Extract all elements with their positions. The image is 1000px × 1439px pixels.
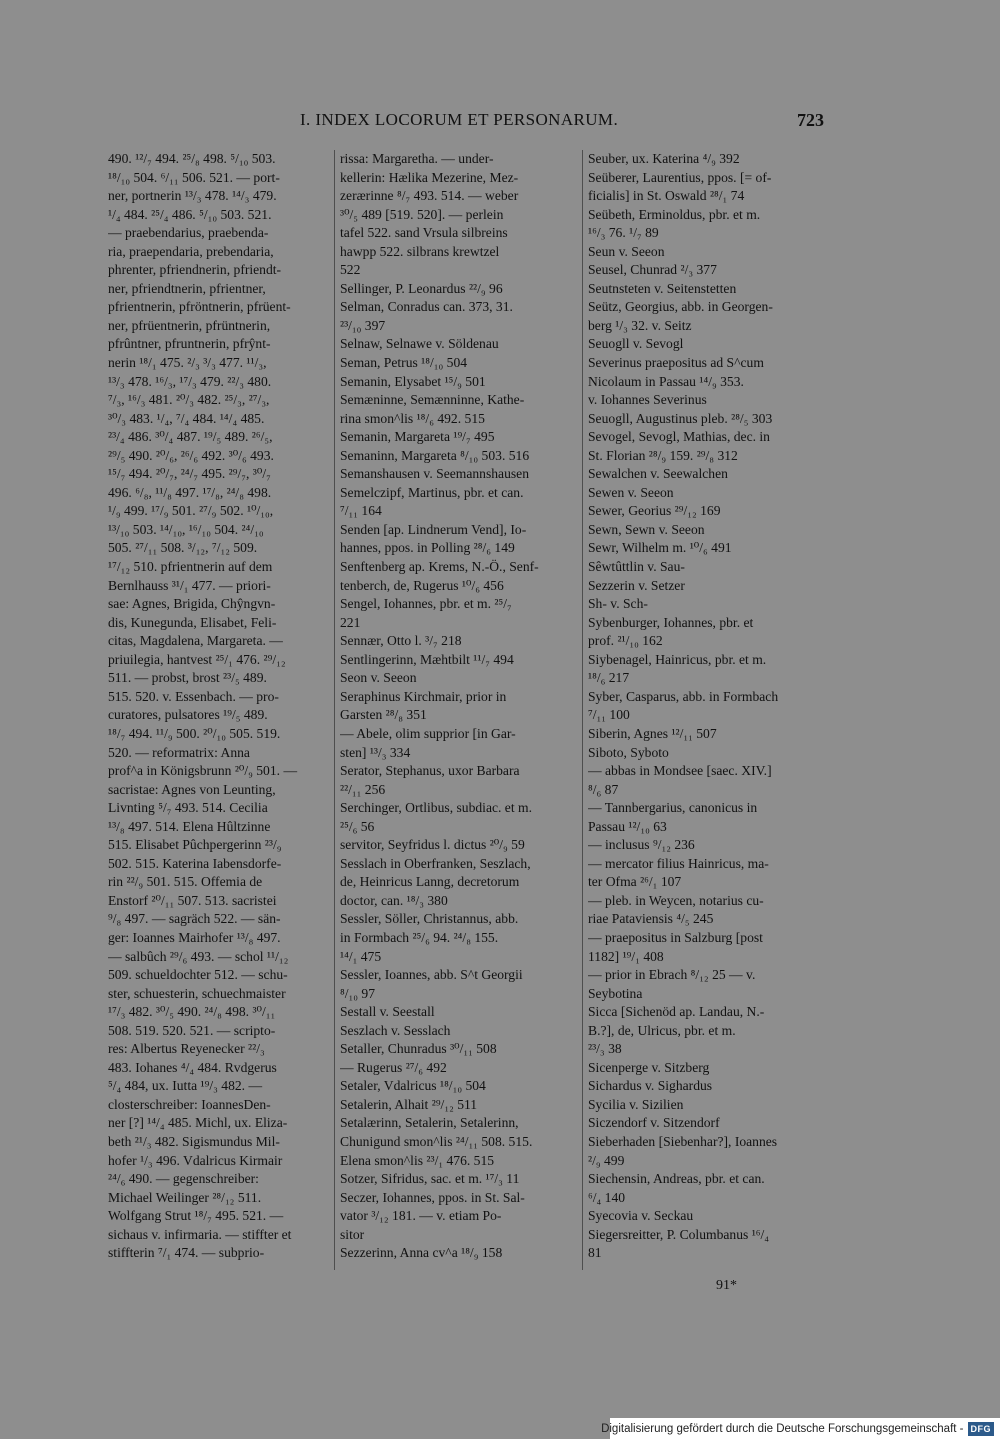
index-line: Sesslach in Oberfranken, Seszlach, xyxy=(340,855,531,871)
index-line: Sêwtûttlin v. Sau- xyxy=(588,559,685,575)
index-line: Semæninne, Semænninne, Kathe- xyxy=(340,392,525,408)
index-line: ¹⁸/₁₀ 504. ⁶/₁₁ 506. 521. — port- xyxy=(108,169,280,185)
footer-credit: Digitalisierung gefördert durch die Deutsche Forschungsgemeinschaft - xyxy=(601,1422,964,1435)
index-line: ¹⁷/₃ 482. ³⁰/₅ 490. ²⁴/₈ 498. ³⁰/₁₁ xyxy=(108,1004,276,1020)
index-line: Semanshausen v. Seemannshausen xyxy=(340,466,530,482)
index-line: ficialis] in St. Oswald ²⁸/₁ 74 xyxy=(588,188,745,204)
index-line: Passau ¹²/₁₀ 63 xyxy=(588,818,667,834)
index-line: ⁸/₁₀ 97 xyxy=(340,985,375,1001)
index-line: hofer ¹/₃ 496. Vdalricus Kirmair xyxy=(108,1152,283,1168)
index-line: ¹³/₁₀ 503. ¹⁴/₁₀, ¹⁶/₁₀ 504. ²⁴/₁₀ xyxy=(108,521,264,537)
index-line: B.?], de, Ulricus, pbr. et m. xyxy=(588,1022,736,1038)
index-line: sten] ¹³/₃ 334 xyxy=(340,744,411,760)
index-line: St. Florian ²⁸/₉ 159. ²⁹/₈ 312 xyxy=(588,447,738,463)
index-line: Semelczipf, Martinus, pbr. et can. xyxy=(340,484,524,500)
index-line: Setalerin, Alhait ²⁹/₁₂ 511 xyxy=(340,1096,478,1112)
index-line: servitor, Seyfridus l. dictus ²⁰/₉ 59 xyxy=(340,837,525,853)
index-line: res: Albertus Reyenecker ²²/₃ xyxy=(108,1041,265,1057)
index-line: Seraphinus Kirchmair, prior in xyxy=(340,688,507,704)
index-line: ²³/₃ 38 xyxy=(588,1041,622,1057)
index-line: Sieberhaden [Siebenhar?], Ioannes xyxy=(588,1133,778,1149)
index-line: tafel 522. sand Vrsula silbreins xyxy=(340,225,508,241)
index-line: sae: Agnes, Brigida, Chŷngvn- xyxy=(108,596,276,612)
index-line: ¹⁴/₁ 475 xyxy=(340,948,382,964)
index-line: — abbas in Mondsee [saec. XIV.] xyxy=(588,763,772,779)
index-line: ³⁰/₅ 489 [519. 520]. — perlein xyxy=(340,206,504,222)
index-line: closterschreiber: IoannesDen- xyxy=(108,1096,271,1112)
folio-signature: 91* xyxy=(716,1278,737,1293)
index-line: 483. Iohanes ⁴/₄ 484. Rvdgerus xyxy=(108,1059,277,1075)
index-line: 515. 520. v. Essenbach. — pro- xyxy=(108,688,279,704)
index-line: ¹⁵/₇ 494. ²⁰/₇, ²⁴/₇ 495. ²⁹/₇, ³⁰/₇ xyxy=(108,466,271,482)
index-line: 1182] ¹⁹/₁ 408 xyxy=(588,948,664,964)
index-line: ¹⁸/₇ 494. ¹¹/₉ 500. ²⁰/₁₀ 505. 519. xyxy=(108,725,281,741)
index-line: nerin ¹⁸/₁ 475. ²/₃ ³/₃ 477. ¹¹/₃, xyxy=(108,355,267,371)
index-line: Selnaw, Selnawe v. Söldenau xyxy=(340,336,499,352)
index-line: Sentlingerinn, Mæhtbilt ¹¹/₇ 494 xyxy=(340,651,514,667)
index-line: Syecovia v. Seckau xyxy=(588,1208,694,1224)
index-line: sitor xyxy=(340,1226,365,1242)
index-line: Sewn, Sewn v. Seeon xyxy=(588,521,705,537)
index-line: kellerin: Hælika Mezerine, Mez- xyxy=(340,169,519,185)
index-line: 490. ¹²/₇ 494. ²⁵/₈ 498. ⁵/₁₀ 503. xyxy=(108,151,276,166)
index-line: Sezzerin v. Setzer xyxy=(588,577,685,593)
index-line: 522 xyxy=(340,262,361,278)
index-line: Sessler, Ioannes, abb. S^t Georgii xyxy=(340,967,523,983)
index-column-1 xyxy=(108,150,330,1263)
index-line: Seybotina xyxy=(588,985,643,1001)
index-line: Serator, Stephanus, uxor Barbara xyxy=(340,763,520,779)
index-line: Sewer, Georius ²⁹/₁₂ 169 xyxy=(588,503,721,519)
index-line: Seszlach v. Sesslach xyxy=(340,1022,451,1038)
index-line: zerærinne ⁸/₇ 493. 514. — weber xyxy=(340,188,519,204)
index-line: Seüberer, Laurentius, ppos. [= of- xyxy=(588,169,772,185)
index-line: Sessler, Söller, Christannus, abb. xyxy=(340,911,519,927)
index-line: — Tannbergarius, canonicus in xyxy=(588,800,758,816)
index-line: citas, Magdalena, Margareta. — xyxy=(108,633,283,649)
index-line: Seon v. Seeon xyxy=(340,670,417,686)
index-line: 520. — reformatrix: Anna xyxy=(108,744,250,760)
index-line: Sicca [Sichenöd ap. Landau, N.- xyxy=(588,1004,765,1020)
index-line: ⁷/₃, ¹⁶/₃ 481. ²⁰/₃ 482. ²⁵/₃, ²⁷/₃, xyxy=(108,392,270,408)
index-line: Siberin, Agnes ¹²/₁₁ 507 xyxy=(588,725,717,741)
index-line: beth ²¹/₃ 482. Sigismundus Mil- xyxy=(108,1133,280,1149)
index-line: ²⁹/₅ 490. ²⁰/₆, ²⁶/₆ 492. ³⁰/₆ 493. xyxy=(108,447,274,463)
index-line: Setaller, Chunradus ³⁰/₁₁ 508 xyxy=(340,1041,497,1057)
index-line: 515. Elisabet Pûchpergerinn ²³/₉ xyxy=(108,837,282,853)
index-line: ⁶/₄ 140 xyxy=(588,1189,626,1205)
index-line: riae Pataviensis ⁴/₅ 245 xyxy=(588,911,714,927)
index-line: ²⁴/₆ 490. — gegenschreiber: xyxy=(108,1171,259,1187)
index-line: sacristae: Agnes von Leunting, xyxy=(108,781,276,797)
index-line: Senden [ap. Lindnerum Vend], Io- xyxy=(340,521,527,537)
index-line: Siechensin, Andreas, pbr. et can. xyxy=(588,1171,765,1187)
index-line: Semaninn, Margareta ⁸/₁₀ 503. 516 xyxy=(340,447,530,463)
index-line: ²/₉ 499 xyxy=(588,1152,625,1168)
index-line: ²³/₁₀ 397 xyxy=(340,317,386,333)
index-line: Seczer, Iohannes, ppos. in St. Sal- xyxy=(340,1189,525,1205)
index-line: sichaus v. infirmaria. — stiffter et xyxy=(108,1226,292,1242)
index-line: Selman, Conradus can. 373, 31. xyxy=(340,299,513,315)
index-line: Seuogll v. Sevogl xyxy=(588,336,684,352)
index-line: Siegersreitter, P. Columbanus ¹⁶/₄ xyxy=(588,1226,770,1242)
index-line: hannes, ppos. in Polling ²⁸/₆ 149 xyxy=(340,540,515,556)
index-line: Siczendorf v. Sitzendorf xyxy=(588,1115,720,1131)
index-line: ¹/₄ 484. ²⁵/₄ 486. ⁵/₁₀ 503. 521. xyxy=(108,206,272,222)
index-line: rin ²²/₉ 501. 515. Offemia de xyxy=(108,874,263,890)
index-line: pfrientnerin, pfröntnerin, pfrüent- xyxy=(108,299,291,315)
index-line: rissa: Margaretha. — under- xyxy=(340,151,494,166)
index-line: — salbûch ²⁹/₆ 493. — schol ¹¹/₁₂ xyxy=(108,948,289,964)
index-line: stiffterin ⁷/₁ 474. — subprio- xyxy=(108,1245,265,1261)
index-line: Sewen v. Seeon xyxy=(588,484,674,500)
index-line: Sellinger, P. Leonardus ²²/₉ 96 xyxy=(340,280,503,296)
column-divider xyxy=(334,150,335,1270)
index-line: Syber, Casparus, abb. in Formbach xyxy=(588,688,779,704)
index-line: tenberch, de, Rugerus ¹⁰/₆ 456 xyxy=(340,577,504,593)
index-line: ria, praependaria, prebendaria, xyxy=(108,243,274,259)
index-line: Severinus praepositus ad S^cum xyxy=(588,355,764,371)
index-line: — Rugerus ²⁷/₆ 492 xyxy=(340,1059,447,1075)
index-line: Setaler, Vdalricus ¹⁸/₁₀ 504 xyxy=(340,1078,486,1094)
index-line: Sicenperge v. Sitzberg xyxy=(588,1059,710,1075)
index-line: Serchinger, Ortlibus, subdiac. et m. xyxy=(340,800,532,816)
index-line: Siboto, Syboto xyxy=(588,744,669,760)
index-line: Livnting ⁵/₇ 493. 514. Cecilia xyxy=(108,800,268,816)
index-line: ⁹/₈ 497. — sagräch 522. — sän- xyxy=(108,911,281,927)
index-line: berg ¹/₃ 32. v. Seitz xyxy=(588,317,692,333)
index-line: 81 xyxy=(588,1245,602,1261)
column-divider xyxy=(582,150,583,1270)
index-line: — prior in Ebrach ⁸/₁₂ 25 — v. xyxy=(588,967,756,983)
index-line: Seuogll, Augustinus pleb. ²⁸/₅ 303 xyxy=(588,410,773,426)
index-line: — praepositus in Salzburg [post xyxy=(588,929,763,945)
index-line: ger: Ioannes Mairhofer ¹³/₈ 497. xyxy=(108,929,281,945)
index-line: pfrûntner, pfruntnerin, pfrŷnt- xyxy=(108,336,271,352)
index-line: ⁸/₆ 87 xyxy=(588,781,619,797)
index-line: Sh- v. Sch- xyxy=(588,596,648,612)
index-line: in Formbach ²⁵/₆ 94. ²⁴/₈ 155. xyxy=(340,929,499,945)
index-line: ¹/₉ 499. ¹⁷/₉ 501. ²⁷/₉ 502. ¹⁰/₁₀, xyxy=(108,503,274,519)
index-line: 496. ⁶/₈, ¹¹/₈ 497. ¹⁷/₈, ²⁴/₈ 498. xyxy=(108,484,272,500)
index-line: ¹⁷/₁₂ 510. pfrientnerin auf dem xyxy=(108,559,273,575)
index-line: rina smon^lis ¹⁸/₆ 492. 515 xyxy=(340,410,485,426)
index-line: ner [?] ¹⁴/₄ 485. Michl, ux. Eliza- xyxy=(108,1115,288,1131)
index-line: doctor, can. ¹⁸/₃ 380 xyxy=(340,892,448,908)
index-line: ²³/₄ 486. ³⁰/₄ 487. ¹⁹/₅ 489. ²⁶/₅, xyxy=(108,429,273,445)
index-line: ster, schuesterin, schuechmaister xyxy=(108,985,286,1001)
index-line: ¹³/₃ 478. ¹⁶/₃, ¹⁷/₃ 479. ²²/₃ 480. xyxy=(108,373,272,389)
index-line: Sotzer, Sifridus, sac. et m. ¹⁷/₃ 11 xyxy=(340,1171,520,1187)
index-line: Enstorf ²⁰/₁₁ 507. 513. sacristei xyxy=(108,892,277,908)
index-line: Semanin, Elysabet ¹⁵/₉ 501 xyxy=(340,373,486,389)
index-line: — Abele, olim supprior [in Gar- xyxy=(340,725,516,741)
index-line: — pleb. in Weycen, notarius cu- xyxy=(588,892,764,908)
index-line: hawpp 522. silbrans krewtzel xyxy=(340,243,500,259)
index-line: Seman, Petrus ¹⁸/₁₀ 504 xyxy=(340,355,468,371)
index-line: dis, Kunegunda, Elisabet, Feli- xyxy=(108,614,277,630)
index-line: ⁷/₁₁ 100 xyxy=(588,707,630,723)
index-line: 509. schueldochter 512. — schu- xyxy=(108,967,288,983)
index-line: Bernlhauss ³¹/₁ 477. — priori- xyxy=(108,577,271,593)
index-line: Senftenberg ap. Krems, N.-Ö., Senf- xyxy=(340,559,539,575)
index-line: curatores, pulsatores ¹⁹/₅ 489. xyxy=(108,707,268,723)
index-line: Nicolaum in Passau ¹⁴/₉ 353. xyxy=(588,373,744,389)
index-column-3 xyxy=(588,150,832,1263)
index-line: Wolfgang Strut ¹⁸/₇ 495. 521. — xyxy=(108,1208,284,1224)
running-title: I. INDEX LOCORUM ET PERSONARUM. xyxy=(300,110,619,129)
index-line: Seuber, ux. Katerina ⁴/₉ 392 xyxy=(588,151,740,166)
index-line: Sennær, Otto l. ³/₇ 218 xyxy=(340,633,462,649)
index-line: priuilegia, hantvest ²⁵/₁ 476. ²⁹/₁₂ xyxy=(108,651,286,667)
index-line: Sewalchen v. Seewalchen xyxy=(588,466,728,482)
index-line: Chunigund smon^lis ²⁴/₁₁ 508. 515. xyxy=(340,1133,533,1149)
index-line: Semanin, Margareta ¹⁹/₇ 495 xyxy=(340,429,495,445)
index-line: phrenter, pfriendnerin, pfriendt- xyxy=(108,262,282,278)
index-line: ²²/₁₁ 256 xyxy=(340,781,386,797)
index-line: Sichardus v. Sighardus xyxy=(588,1078,713,1094)
index-line: ner, pfriendtnerin, pfrientner, xyxy=(108,280,266,296)
index-line: 505. ²⁷/₁₁ 508. ³/₁₂, ⁷/₁₂ 509. xyxy=(108,540,258,556)
index-line: Seun v. Seeon xyxy=(588,243,665,259)
index-line: Setalærinn, Setalerin, Setalerinn, xyxy=(340,1115,519,1131)
index-line: ⁵/₄ 484, ux. Iutta ¹⁹/₃ 482. — xyxy=(108,1078,263,1094)
index-line: vator ³/₁₂ 181. — v. etiam Po- xyxy=(340,1208,502,1224)
index-line: ¹⁸/₆ 217 xyxy=(588,670,630,686)
index-line: 511. — probst, brost ²³/₅ 489. xyxy=(108,670,267,686)
index-line: de, Heinricus Lanng, decretorum xyxy=(340,874,520,890)
index-line: Elena smon^lis ²³/₁ 476. 515 xyxy=(340,1152,495,1168)
index-line: ner, pfrüentnerin, pfrüntnerin, xyxy=(108,317,271,333)
index-line: ²⁵/₆ 56 xyxy=(340,818,375,834)
page-number: 723 xyxy=(797,110,824,130)
index-line: — praebendarius, praebenda- xyxy=(108,225,269,241)
index-line: 221 xyxy=(340,614,361,630)
index-line: ¹³/₈ 497. 514. Elena Hûltzinne xyxy=(108,818,271,834)
index-line: Seübeth, Erminoldus, pbr. et m. xyxy=(588,206,761,222)
index-line: Seusel, Chunrad ²/₃ 377 xyxy=(588,262,717,278)
index-line: Sevogel, Sevogl, Mathias, dec. in xyxy=(588,429,770,445)
index-line: prof. ²¹/₁₀ 162 xyxy=(588,633,663,649)
footer-bar xyxy=(601,1418,1000,1439)
index-line: Sezzerinn, Anna cv^a ¹⁸/₉ 158 xyxy=(340,1245,503,1261)
index-line: 508. 519. 520. 521. — scripto- xyxy=(108,1022,276,1038)
index-line: Sycilia v. Sizilien xyxy=(588,1096,684,1112)
index-line: Sestall v. Seestall xyxy=(340,1004,435,1020)
index-line: ⁷/₁₁ 164 xyxy=(340,503,382,519)
index-line: ³⁰/₃ 483. ¹/₄, ⁷/₄ 484. ¹⁴/₄ 485. xyxy=(108,410,265,426)
index-column-2 xyxy=(340,150,578,1263)
index-line: Seutnsteten v. Seitenstetten xyxy=(588,280,737,296)
index-line: prof^a in Königsbrunn ²⁰/₉ 501. — xyxy=(108,763,298,779)
index-line: Sengel, Iohannes, pbr. et m. ²⁵/₇ xyxy=(340,596,512,612)
index-line: — mercator filius Hainricus, ma- xyxy=(588,855,769,871)
index-line: Siybenagel, Hainricus, pbr. et m. xyxy=(588,651,767,667)
index-line: Garsten ²⁸/₈ 351 xyxy=(340,707,427,723)
index-line: — inclusus ⁹/₁₂ 236 xyxy=(588,837,695,853)
index-line: Sybenburger, Iohannes, pbr. et xyxy=(588,614,754,630)
index-line: Sewr, Wilhelm m. ¹⁰/₆ 491 xyxy=(588,540,732,556)
index-line: Seütz, Georgius, abb. in Georgen- xyxy=(588,299,773,315)
index-line: ¹⁶/₃ 76. ¹/₇ 89 xyxy=(588,225,659,241)
index-line: ter Ofma ²⁶/₁ 107 xyxy=(588,874,682,890)
index-line: v. Iohannes Severinus xyxy=(588,392,707,408)
index-line: 502. 515. Katerina Iabensdorfe- xyxy=(108,855,282,871)
index-line: ner, portnerin ¹³/₃ 478. ¹⁴/₃ 479. xyxy=(108,188,277,204)
index-line: Michael Weilinger ²⁸/₁₂ 511. xyxy=(108,1189,262,1205)
dfg-logo: DFG xyxy=(968,1422,995,1436)
